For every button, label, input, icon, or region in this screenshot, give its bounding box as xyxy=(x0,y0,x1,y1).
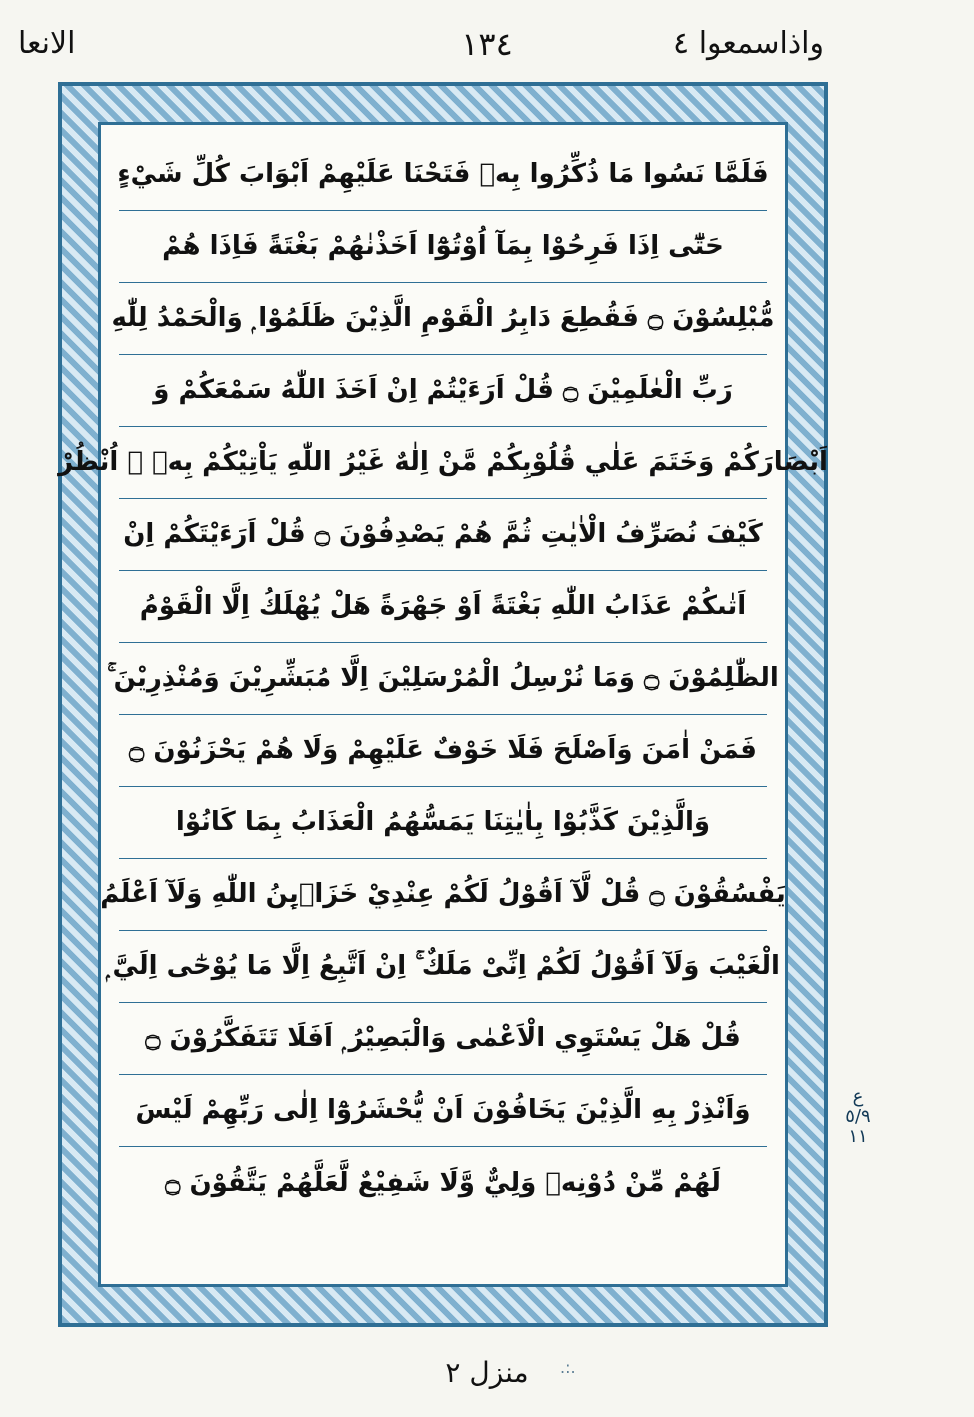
text-line-8: الظّٰلِمُوْنَ ۝ وَمَا نُرْسِلُ الْمُرْسَلِيْنَ اِلَّا مُبَشِّرِيْنَ وَمُنْذِرِيْنَ ۚ xyxy=(119,643,767,715)
text-line-10: وَالَّذِيْنَ كَذَّبُوْا بِاٰيٰتِنَا يَمَسُّهُمُ الْعَذَابُ بِمَا كَانُوْا xyxy=(119,787,767,859)
text-line-12: الْغَيْبَ وَلَآ اَقُوْلُ لَكُمْ اِنِّىْ مَلَكٌ ۚ اِنْ اَتَّبِعُ اِلَّا مَا يُوْحٰٓى اِلَيَّ ۭ xyxy=(119,931,767,1003)
ruku-marker-bottom: ١١ xyxy=(848,1126,868,1147)
text-line-6: كَيْفَ نُصَرِّفُ الْاٰيٰتِ ثُمَّ هُمْ يَصْدِفُوْنَ ۝ قُلْ اَرَءَيْتَكُمْ اِنْ xyxy=(119,499,767,571)
surah-title: الانعا xyxy=(18,26,76,61)
text-line-11: يَفْسُقُوْنَ ۝ قُلْ لَّآ اَقُوْلُ لَكُمْ عِنْدِيْ خَزَاۗىِٕنُ اللّٰهِ وَلَآ اَعْلَمُ xyxy=(119,859,767,931)
ruku-marker-middle: ٥/٩ xyxy=(845,1106,871,1127)
manzil-label: منزل ٢ xyxy=(445,1356,529,1389)
text-panel xyxy=(58,122,828,1287)
footer-ornament: .:. xyxy=(560,1358,576,1377)
text-line-1: فَلَمَّا نَسُوا مَا ذُكِّرُوا بِهٖ فَتَحْنَا عَلَيْهِمْ اَبْوَابَ كُلِّ شَيْءٍ xyxy=(119,139,767,211)
page-number: ١٣٤ xyxy=(461,25,513,63)
text-line-15: لَهُمْ مِّنْ دُوْنِهٖ وَلِيٌّ وَّلَا شَفِيْعٌ لَّعَلَّهُمْ يَتَّقُوْنَ ۝ xyxy=(165,1167,721,1198)
text-line-4: رَبِّ الْعٰلَمِيْنَ ۝ قُلْ اَرَءَيْتُمْ اِنْ اَخَذَ اللّٰهُ سَمْعَكُمْ وَ xyxy=(119,355,767,427)
ruku-marker xyxy=(838,1072,878,1162)
text-line-9: فَمَنْ اٰمَنَ وَاَصْلَحَ فَلَا خَوْفٌ عَلَيْهِمْ وَلَا هُمْ يَحْزَنُوْنَ ۝ xyxy=(119,715,767,787)
juz-title: واذاسمعوا ٤ xyxy=(673,26,824,61)
text-line-2: حَتّٰٓى اِذَا فَرِحُوْا بِمَآ اُوْتُوْٓا اَخَذْنٰهُمْ بَغْتَةً فَاِذَا هُمْ xyxy=(119,211,767,283)
text-line-7: اَتٰىكُمْ عَذَابُ اللّٰهِ بَغْتَةً اَوْ جَهْرَةً هَلْ يُهْلَكُ اِلَّا الْقَوْمُ xyxy=(119,571,767,643)
decorative-frame xyxy=(58,82,828,1327)
page-header xyxy=(0,0,974,80)
text-line-13: قُلْ هَلْ يَسْتَوِي الْاَعْمٰى وَالْبَصِيْرُ ۭ اَفَلَا تَتَفَكَّرُوْنَ ۝ xyxy=(119,1003,767,1075)
text-line-3: مُّبْلِسُوْنَ ۝ فَقُطِعَ دَابِرُ الْقَوْمِ الَّذِيْنَ ظَلَمُوْا ۭ وَالْحَمْدُ لِلّٰهِ xyxy=(119,283,767,355)
text-lines xyxy=(58,139,828,1270)
text-line-14: وَاَنْذِرْ بِهِ الَّذِيْنَ يَخَافُوْنَ اَنْ يُّحْشَرُوْٓا اِلٰى رَبِّهِمْ لَيْسَ xyxy=(119,1075,767,1147)
page-footer xyxy=(0,1356,974,1406)
text-line-5: اَبْصَارَكُمْ وَخَتَمَ عَلٰي قُلُوْبِكُمْ مَّنْ اِلٰهٌ غَيْرُ اللّٰهِ يَاْتِيْكُمْ بِهٖ ۭ اُنْظُرْ xyxy=(119,427,767,499)
ruku-marker-top: ع xyxy=(852,1086,864,1107)
